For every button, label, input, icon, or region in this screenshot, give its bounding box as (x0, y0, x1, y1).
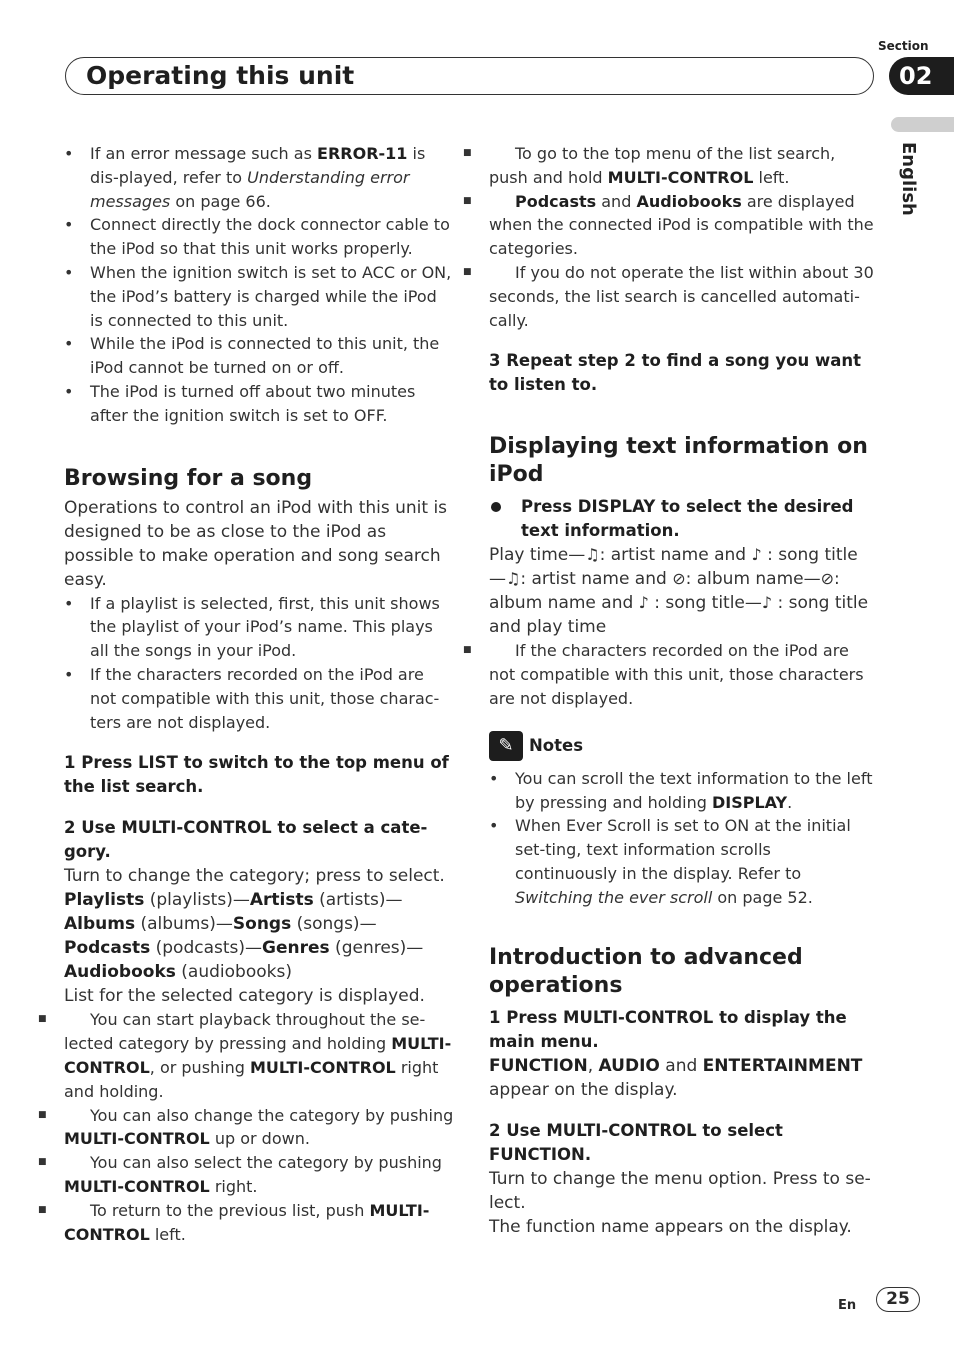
browse-bullet-list (64, 592, 454, 735)
step-1: 1 Press LIST to switch to the top menu of the list search. (64, 753, 449, 797)
list-item: • If an error message such as ERROR-11 is dis-played, refer to Understanding error messages on page 66. (64, 142, 454, 213)
left-column (64, 142, 454, 1246)
list-item: • You can scroll the text information to the left by pressing and holding DISPLAY. (489, 767, 877, 815)
album-icon: ⊘ (820, 569, 835, 589)
list-item: • When Ever Scroll is set to ON at the initial set-ting, text information scrolls continuously in the display. Refer to Switching the ever scroll on page 52. (489, 814, 877, 909)
step-2: 2 Use MULTI-CONTROL to select a cate-gory. (64, 818, 428, 862)
display-step: Press DISPLAY to select the desired text information. (489, 495, 877, 543)
advanced-heading: Introduction to advanced operations (489, 944, 803, 998)
right-column (489, 142, 877, 1239)
song-icon: ♪ (751, 545, 762, 565)
artist-icon: ♫ (506, 569, 521, 589)
page-title: Operating this unit (86, 61, 355, 90)
step-2-text: Turn to change the category; press to select. (64, 866, 445, 887)
pencil-icon: ✎ (489, 731, 523, 761)
display-sequence: Play time—♫: artist name and ♪ : song title —♫: artist name and ⊘: album name—⊘: album name and ♪ : song title—♪ : song title and play time (489, 545, 869, 638)
list-item: • The iPod is turned off about two minutes after the ignition switch is set to OFF. (64, 380, 454, 428)
list-item: • Connect directly the dock connector cable to the iPod so that this unit works properly. (64, 213, 454, 261)
list-item: • While the iPod is connected to this unit, the iPod cannot be turned on or off. (64, 332, 454, 380)
section-label: Section (878, 39, 929, 53)
list-item: • If a playlist is selected, first, this unit shows the playlist of your iPod’s name. This plays all the songs in your iPod. (64, 592, 454, 663)
list-item: ■ If you do not operate the list within about 30 seconds, the list search is cancelled automati-cally. (489, 261, 877, 332)
display-note (489, 639, 877, 710)
notes-label: Notes (529, 735, 584, 755)
adv-step-1-text: FUNCTION, AUDIO and ENTERTAINMENT appear on the display. (489, 1055, 863, 1100)
list-item: ■ If the characters recorded on the iPod are not compatible with this unit, those characters are not displayed. (489, 639, 877, 710)
right-square-notes (489, 142, 877, 332)
list-item: ■ To return to the previous list, push MULTI-CONTROL left. (64, 1199, 454, 1247)
browse-intro: Operations to control an iPod with this unit is designed to be as close to the iPod as possible to make operation and song search easy. (64, 497, 448, 590)
step-3: 3 Repeat step 2 to find a song you want to listen to. (489, 351, 861, 395)
list-item: • When the ignition switch is set to ACC or ON, the iPod’s battery is charged while the iPod is connected to this unit. (64, 261, 454, 332)
category-sequence: Playlists (playlists)—Artists (artists)—Albums (albums)—Songs (songs)—Podcasts (podcasts)—Genres (genres)—Audiobooks (audiobooks) (64, 890, 424, 983)
language-tab (891, 117, 954, 132)
list-item: ■ To go to the top menu of the list search, push and hold MULTI-CONTROL left. (489, 142, 877, 190)
list-displayed-text: List for the selected category is displayed. (64, 986, 425, 1007)
page-number: 25 (876, 1287, 920, 1312)
list-item: ■ You can also change the category by pushing MULTI-CONTROL up or down. (64, 1104, 454, 1152)
adv-step-2-text-2: The function name appears on the display. (489, 1216, 852, 1237)
list-item: • If the characters recorded on the iPod are not compatible with this unit, those charac-ters are not displayed. (64, 663, 454, 734)
adv-step-2: 2 Use MULTI-CONTROL to select FUNCTION. (489, 1120, 783, 1164)
adv-step-1: 1 Press MULTI-CONTROL to display the main menu. (489, 1007, 847, 1051)
list-item: ■ You can start playback throughout the se-lected category by pressing and holding MULTI-CONTROL, or pushing MULTI-CONTROL right and holding. (64, 1008, 454, 1103)
section-number-badge: 02 (889, 57, 954, 95)
song-icon: ♪ (638, 593, 649, 613)
display-heading: Displaying text information on iPod (489, 434, 868, 488)
notes-bullet-list (489, 767, 877, 910)
song-icon: ♪ (761, 593, 773, 613)
browse-heading: Browsing for a song (64, 465, 313, 491)
notes-header (489, 731, 877, 761)
artist-icon: ♫ (585, 545, 600, 565)
adv-step-2-text-1: Turn to change the menu option. Press to se-lect. (489, 1168, 871, 1213)
language-label: English (898, 142, 919, 216)
left-square-notes (64, 1008, 454, 1246)
list-item: ■ You can also select the category by pushing MULTI-CONTROL right. (64, 1151, 454, 1199)
album-icon: ⊘ (672, 569, 686, 589)
list-item: ■ Podcasts and Audiobooks are displayed when the connected iPod is compatible with the categories. (489, 190, 877, 261)
header-bar (65, 57, 874, 95)
top-bullet-list (64, 142, 454, 428)
footer-language-code: En (838, 1298, 857, 1313)
